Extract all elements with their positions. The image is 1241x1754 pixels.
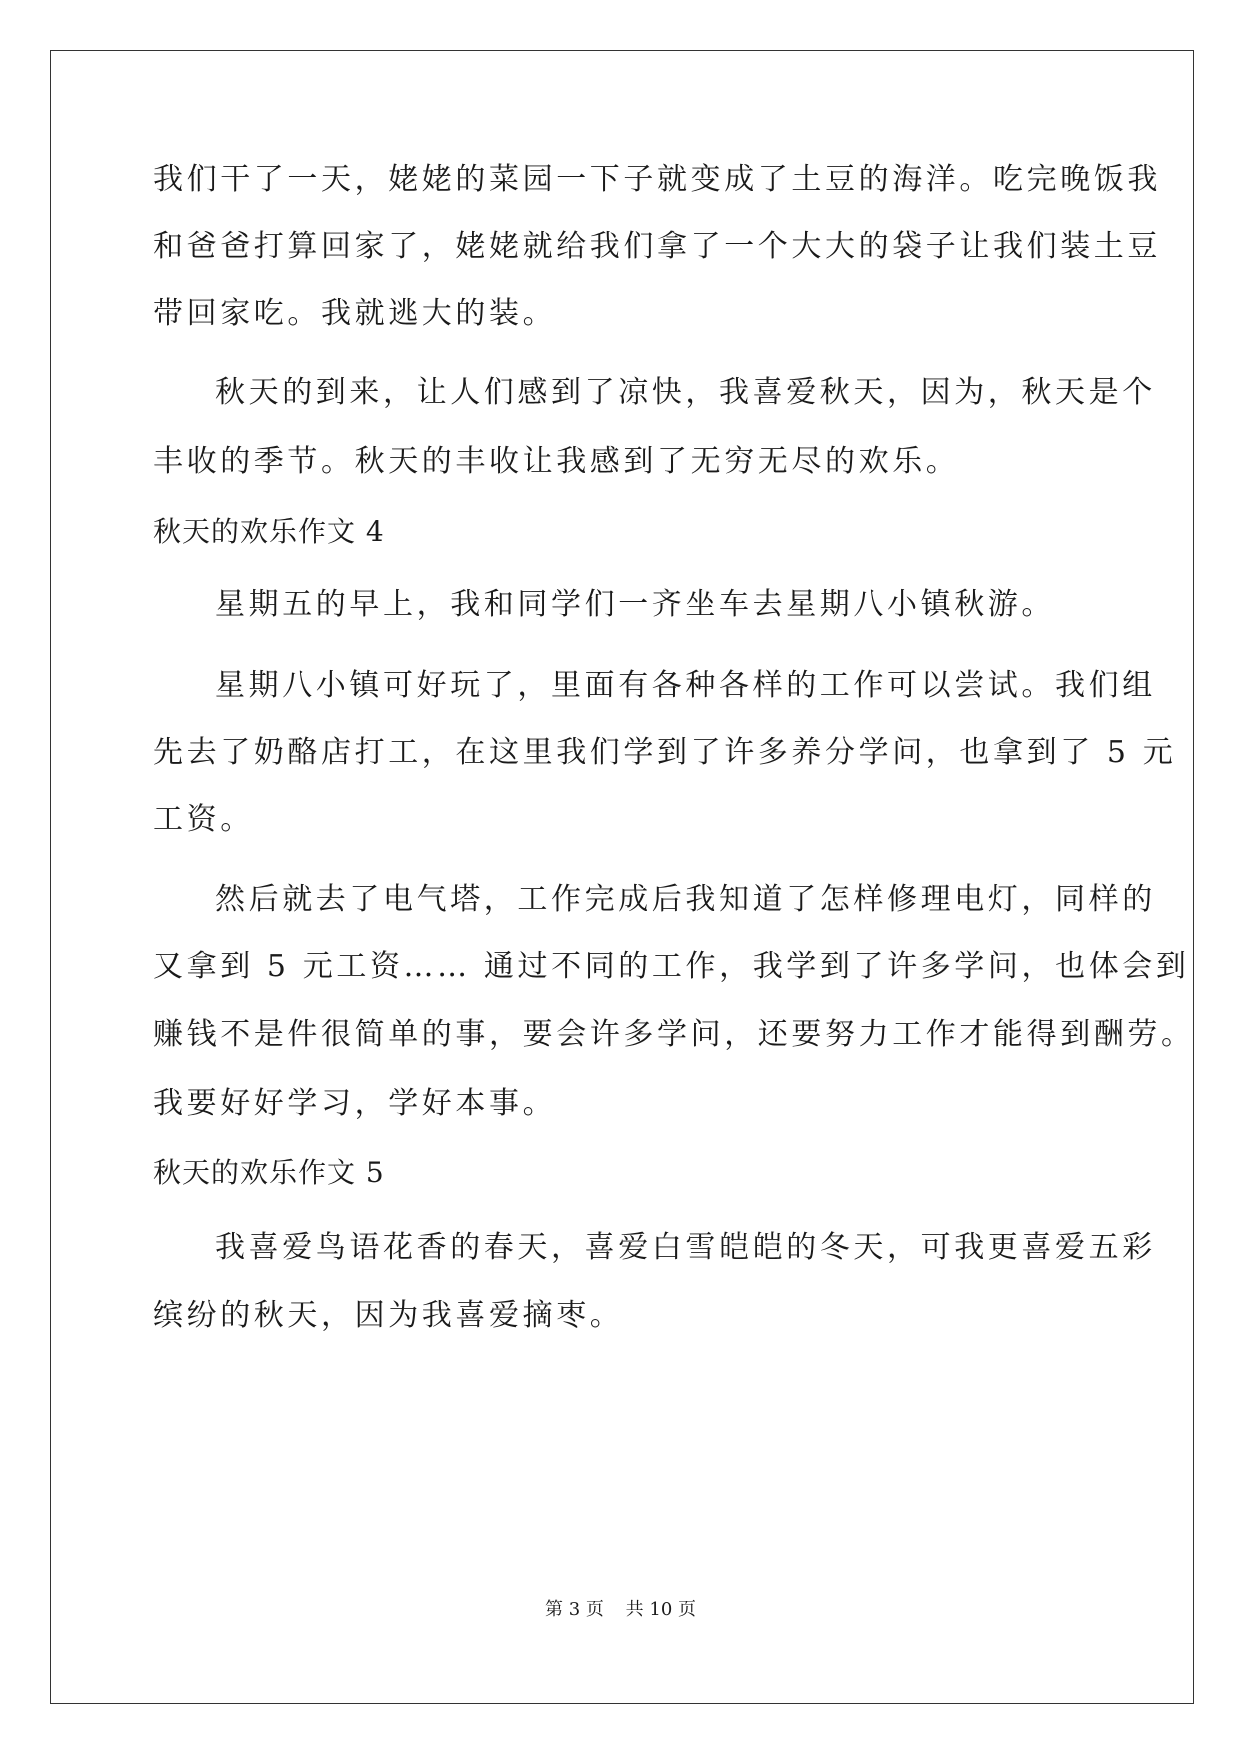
section-heading: 秋天的欢乐作文 4 bbox=[153, 515, 385, 548]
body-line: 和爸爸打算回家了，姥姥就给我们拿了一个大大的袋子让我们装土豆 bbox=[153, 229, 1161, 264]
body-line: 我要好好学习，学好本事。 bbox=[153, 1086, 557, 1121]
body-line: 先去了奶酪店打工，在这里我们学到了许多养分学问，也拿到了 5 元 bbox=[153, 735, 1177, 770]
page-total: 共 10 页 bbox=[625, 1599, 696, 1620]
body-line: 缤纷的秋天，因为我喜爱摘枣。 bbox=[153, 1298, 624, 1333]
body-line: 秋天的到来，让人们感到了凉快，我喜爱秋天，因为，秋天是个 bbox=[215, 375, 1156, 410]
body-line: 然后就去了电气塔，工作完成后我知道了怎样修理电灯，同样的 bbox=[215, 882, 1156, 917]
page-number: 第 3 页 bbox=[545, 1599, 604, 1620]
body-line: 带回家吃。我就逃大的装。 bbox=[153, 296, 557, 331]
page-footer bbox=[0, 1598, 1241, 1622]
body-line: 工资。 bbox=[153, 802, 254, 837]
body-line: 丰收的季节。秋天的丰收让我感到了无穷无尽的欢乐。 bbox=[153, 444, 960, 479]
body-line: 星期八小镇可好玩了，里面有各种各样的工作可以尝试。我们组 bbox=[215, 668, 1156, 703]
body-line: 我喜爱鸟语花香的春天，喜爱白雪皑皑的冬天，可我更喜爱五彩 bbox=[215, 1230, 1156, 1265]
section-heading: 秋天的欢乐作文 5 bbox=[153, 1156, 385, 1189]
body-line: 又拿到 5 元工资…… 通过不同的工作，我学到了许多学问，也体会到 bbox=[153, 949, 1190, 984]
body-line: 赚钱不是件很简单的事，要会许多学问，还要努力工作才能得到酬劳。 bbox=[153, 1017, 1195, 1052]
body-line: 我们干了一天，姥姥的菜园一下子就变成了土豆的海洋。吃完晚饭我 bbox=[153, 162, 1161, 197]
body-line: 星期五的早上，我和同学们一齐坐车去星期八小镇秋游。 bbox=[215, 587, 1055, 622]
